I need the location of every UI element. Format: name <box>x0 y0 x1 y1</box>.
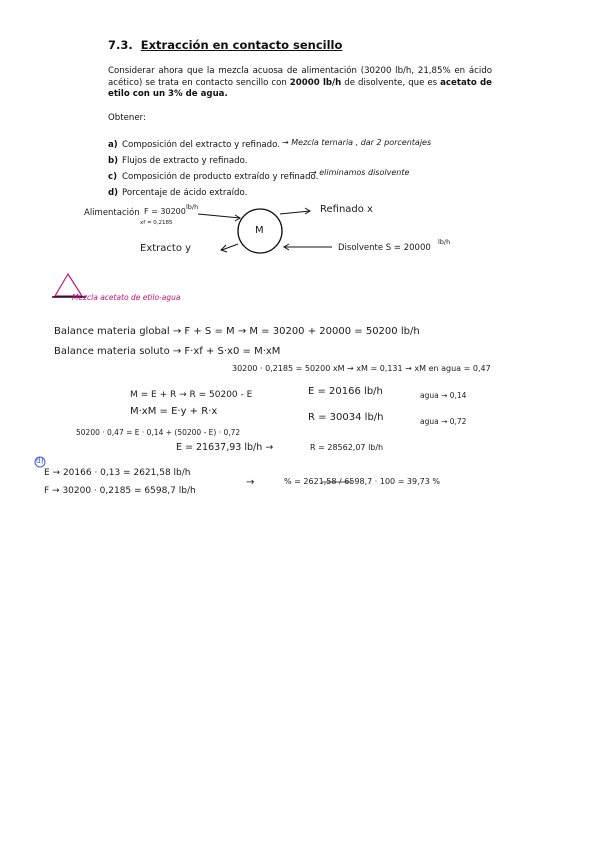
section-number: 7.3. <box>108 38 133 52</box>
item-letter: a) <box>108 140 118 150</box>
triangle-label: Mezcla acetato de etilo-agua <box>72 293 181 302</box>
feed-arrow <box>198 214 240 218</box>
work-line-2: Balance materia soluto → F·xf + S·x0 = M·xM <box>54 346 281 357</box>
d-marker: d) <box>36 456 44 465</box>
item-letter: b) <box>108 156 119 166</box>
work-line-8: E → 20166 · 0,13 = 2621,58 lb/h <box>44 468 191 478</box>
intro-text-1: Considerar ahora que la mezcla acuosa de alimentación (30200 lb/h, 21,85% en ácido acético) se trata en contacto sencillo con <box>108 66 492 88</box>
intro-bold-flow: 20000 lb/h <box>289 77 342 88</box>
intro-text-2: de disolvente, que es <box>341 77 441 88</box>
work-line-1: Balance materia global → F + S = M → M = 30200 + 20000 = 50200 lb/h <box>54 326 420 337</box>
feed-units: lb/h <box>186 203 199 211</box>
feed-label: Alimentación <box>84 208 140 218</box>
solvent-label: Disolvente S = 20000 <box>338 243 431 253</box>
work-line-4a: M = E + R → R = 50200 - E <box>130 390 253 400</box>
item-letter: c) <box>108 172 118 182</box>
mixer-label: M <box>255 225 264 236</box>
work-line-9: F → 30200 · 0,2185 = 6598,7 lb/h <box>44 486 196 496</box>
work-line-3: 30200 · 0,2185 = 50200 xM → xM = 0,131 → xM en agua = 0,47 <box>232 364 491 373</box>
note-item-c: → eliminamos disolvente <box>310 168 410 177</box>
work-line-6: 50200 · 0,47 = E · 0,14 + (50200 - E) · 0,72 <box>76 428 241 437</box>
work-line-5c: agua → 0,72 <box>420 417 467 426</box>
work-line-7a: E = 21637,93 lb/h → <box>176 442 274 453</box>
feed-value: F = 30200 <box>144 207 186 216</box>
item-text: Flujos de extracto y refinado. <box>122 156 248 166</box>
raffinate-label: Refinado x <box>320 204 373 215</box>
work-line-5a: M·xM = E·y + R·x <box>130 406 218 417</box>
section-title-text: Extracción en contacto sencillo <box>140 38 343 52</box>
item-text: Porcentaje de ácido extraído. <box>122 188 248 198</box>
item-text: Composición de producto extraído y refinado. <box>122 172 319 182</box>
work-line-4c: agua → 0,14 <box>420 391 467 400</box>
item-text: Composición del extracto y refinado. <box>122 140 280 150</box>
intro-bold-solvent: acetato de etilo con un 3% de agua. <box>108 77 492 99</box>
solvent-units: lb/h <box>438 238 451 246</box>
note-item-a: → Mezcla ternaria , dar 2 porcentajes <box>282 138 432 147</box>
feed-fraction: xf = 0,2185 <box>140 220 173 226</box>
obtener-label: Obtener: <box>108 113 146 123</box>
work-line-5b: R = 30034 lb/h <box>308 412 384 423</box>
work-line-7b: R = 28562,07 lb/h <box>310 443 384 452</box>
item-letter: d) <box>108 188 119 198</box>
work-line-10: % = 2621,58 / 6598,7 · 100 = 39,73 % <box>284 477 440 486</box>
work-line-9-arrow: → <box>246 477 255 488</box>
work-line-4b: E = 20166 lb/h <box>308 386 383 397</box>
extract-label: Extracto y <box>140 243 192 254</box>
